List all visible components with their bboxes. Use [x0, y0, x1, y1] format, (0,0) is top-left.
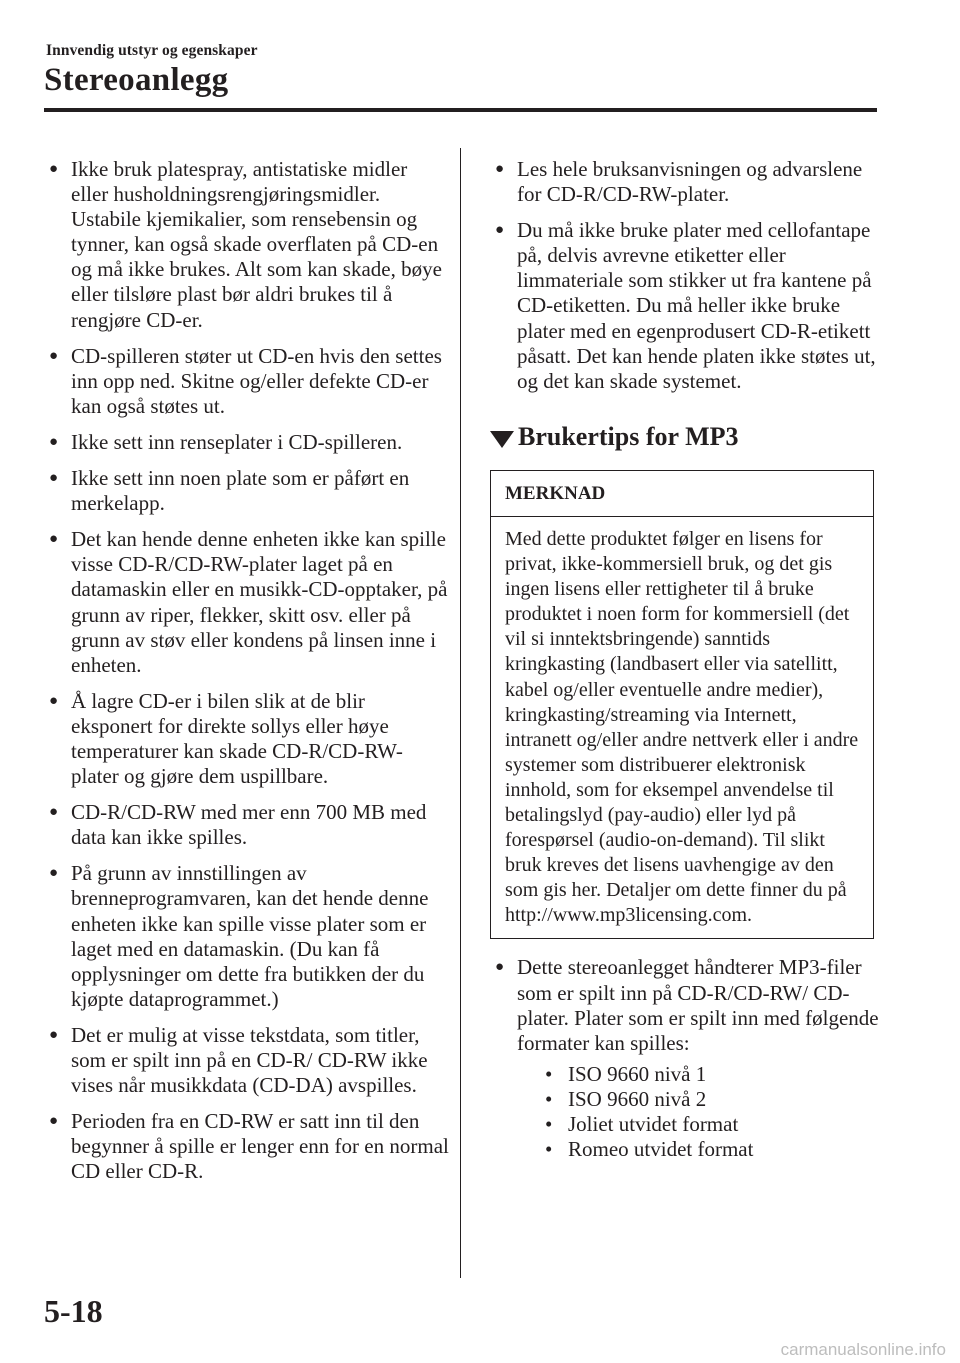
- bullet-icon: ●: [49, 347, 59, 364]
- list-item: ● Perioden fra en CD-RW er satt inn til den begynner å spille er lenger enn for en normal CD eller CD-R.: [49, 1109, 449, 1184]
- bullet-icon: ●: [495, 959, 505, 976]
- note-body: Med dette produktet følger en lisens for privat, ikke-kommersiell bruk, og det gis ingen lisens eller rettigheter til å bruke produktet i noen form for kommersiell (det vil si inntektsbringende) sanntids kringkasting (landbasert eller via satellitt, kabel og/eller eventuelle andre medier), kringkasting/streaming via Internett, intranett og/eller andre nettverk eller i andre systemer som distribuerer elektronisk innhold, som for eksempel anvendelse til betalingslyd (pay-audio) eller lyd på forespørsel (audio-on-demand). Til slikt bruk kreves det lisens uavhengige av den som gis her. Detaljer om dette finner du på http://www.mp3licensing.com.: [505, 527, 859, 927]
- bullet-icon: ●: [495, 161, 505, 177]
- list-item: ● Ikke sett inn renseplater i CD-spilleren.: [49, 429, 403, 454]
- note-heading: MERKNAD: [491, 471, 873, 517]
- section-label: Innvendig utstyr og egenskaper: [46, 42, 258, 59]
- list-item: ● På grunn av innstillingen av brenneprogramvaren, kan det hende denne enheten ikke kan spille visse plater som er laget med en datamaskin. (Du kan få opplysninger om dette fra butikken der du kjøpte dataprogrammet.): [49, 861, 429, 1011]
- list-item: ● Les hele bruksanvisningen og advarslene for CD-R/CD-RW-plater.: [495, 157, 863, 207]
- note-box: [490, 470, 874, 940]
- subheading-mp3: Brukertips for MP3: [490, 422, 885, 452]
- small-bullet-icon: •: [545, 1061, 553, 1086]
- page-title: Stereoanlegg: [44, 62, 229, 98]
- list-item: ● Du må ikke bruke plater med cellofantape på, delvis avrevne etiketter eller limmateriale som stikker ut fra kantene på CD-etiketten. Du må heller ikke bruke plater med en egenprodusert CD-R-etikett påsatt. Det kan hende platen ikke støtes ut, og det kan skade systemet.: [495, 218, 876, 393]
- list-item: ● Ikke sett inn noen plate som er påført en merkelapp.: [49, 466, 410, 516]
- list-item: ● CD-R/CD-RW med mer enn 700 MB med data kan ikke spilles.: [49, 800, 427, 850]
- bullet-icon: ●: [49, 865, 59, 882]
- bullet-icon: ●: [49, 692, 59, 709]
- triangle-down-icon: [490, 431, 514, 448]
- bullet-icon: ●: [49, 531, 59, 548]
- format-item: • ISO 9660 nivå 1: [545, 1061, 707, 1086]
- format-list: [543, 1062, 885, 1162]
- watermark: carmanualsonline.info: [780, 1340, 946, 1359]
- list-item: ● CD-spilleren støter ut CD-en hvis den settes inn opp ned. Skitne og/eller defekte CD-er kan også støtes ut.: [49, 343, 442, 418]
- bullet-icon: ●: [49, 1113, 59, 1130]
- page-number: 5-18: [44, 1293, 103, 1329]
- format-item: • ISO 9660 nivå 2: [545, 1086, 707, 1111]
- list-item: ● Ikke bruk platespray, antistatiske midler eller husholdningsrengjøringsmidler. Ustabile kjemikalier, som rensebensin og tynner, kan også skade overflaten på CD-en og må ikke brukes. Alt som kan skade, bøye eller tilsløre plast bør aldri brukes til å rengjøre CD-er.: [49, 157, 442, 332]
- bullet-icon: ●: [495, 222, 505, 239]
- small-bullet-icon: •: [545, 1137, 553, 1162]
- bullet-icon: ●: [49, 470, 59, 487]
- bullet-icon: ●: [49, 433, 59, 450]
- bullet-icon: ●: [49, 161, 59, 177]
- list-item: ● Dette stereoanlegget håndterer MP3-filer som er spilt inn på CD-R/CD-RW/ CD-plater. Plater som er spilt inn med følgende formater kan spilles: • ISO 9660 nivå 1 • ISO 9660 nivå 2 • Joliet utvidet format • Romeo utvidet format: [490, 955, 885, 1162]
- left-column: [44, 157, 449, 1195]
- list-item: ● Å lagre CD-er i bilen slik at de blir eksponert for direkte sollys eller høye temperaturer kan skade CD-R/CD-RW-plater og gjøre dem uspillbare.: [49, 688, 403, 789]
- format-item: • Joliet utvidet format: [545, 1112, 739, 1136]
- bullet-icon: ●: [49, 1026, 59, 1043]
- small-bullet-icon: •: [545, 1112, 553, 1136]
- right-column: [490, 157, 885, 1173]
- column-divider: [460, 148, 461, 1278]
- list-item: ● Det kan hende denne enheten ikke kan spille visse CD-R/CD-RW-plater laget på en datamaskin eller en musikk-CD-opptaker, på grunn av riper, flekker, skitt osv. eller på grunn av støv eller kondens på linsen inne i enheten.: [49, 527, 448, 677]
- title-rule: [44, 108, 877, 112]
- list-item: ● Det er mulig at visse tekstdata, som titler, som er spilt inn på en CD-R/ CD-RW ikke vises når musikkdata (CD-DA) avspilles.: [49, 1022, 428, 1098]
- bullet-icon: ●: [49, 804, 59, 821]
- small-bullet-icon: •: [545, 1086, 553, 1111]
- format-item: • Romeo utvidet format: [545, 1137, 754, 1162]
